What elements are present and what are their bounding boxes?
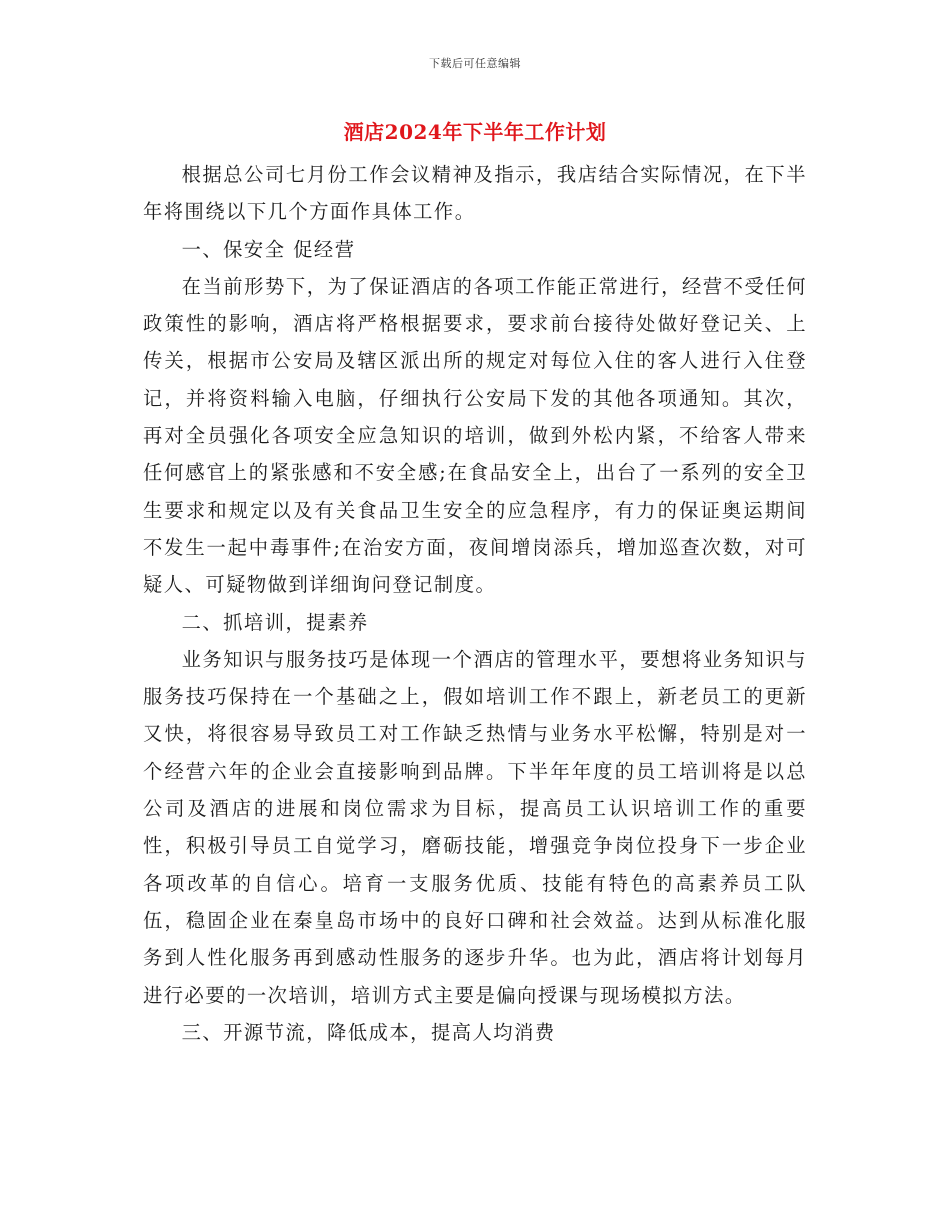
- section-heading-3: 三、开源节流，降低成本，提高人均消费: [181, 1020, 556, 1044]
- section-heading-2: 二、抓培训，提素养: [181, 610, 369, 634]
- paragraph-intro: 根据总公司七月份工作会议精神及指示，我店结合实际情况，在下半年将围绕以下几个方面作具体工作。: [143, 163, 807, 224]
- document-title: 酒店2024年下半年工作计划: [343, 120, 607, 144]
- section-heading-1: 一、保安全 促经营: [181, 237, 356, 261]
- paragraph-section-2: 业务知识与服务技巧是体现一个酒店的管理水平，要想将业务知识与服务技巧保持在一个基础之上，假如培训工作不跟上，新老员工的更新又快，将很容易导致员工对工作缺乏热情与业务水平松懈，特别是对一个经营六年的企业会直接影响到品牌。下半年年度的员工培训将是以总公司及酒店的进展和岗位需求为目标，提高员工认识培训工作的重要性，积极引导员工自觉学习，磨砺技能，增强竞争岗位投身下一步企业各项改革的自信心。培育一支服务优质、技能有特色的高素养员工队伍，稳固企业在秦皇岛市场中的良好口碑和社会效益。达到从标准化服务到人性化服务再到感动性服务的逐步升华。也为此，酒店将计划每月进行必要的一次培训，培训方式主要是偏向授课与现场模拟方法。: [143, 647, 807, 1007]
- paragraph-section-1: 在当前形势下，为了保证酒店的各项工作能正常进行，经营不受任何政策性的影响，酒店将严格根据要求，要求前台接待处做好登记关、上传关，根据市公安局及辖区派出所的规定对每位入住的客人进行入住登记，并将资料输入电脑，仔细执行公安局下发的其他各项通知。其次，再对全员强化各项安全应急知识的培训，做到外松内紧，不给客人带来任何感官上的紧张感和不安全感;在食品安全上，出台了一系列的安全卫生要求和规定以及有关食品卫生安全的应急程序，有力的保证奥运期间不发生一起中毒事件;在治安方面，夜间增岗添兵，增加巡查次数，对可疑人、可疑物做到详细询问登记制度。: [143, 274, 807, 597]
- document-body: [143, 156, 807, 1051]
- header-note: 下载后可任意编辑: [429, 57, 521, 70]
